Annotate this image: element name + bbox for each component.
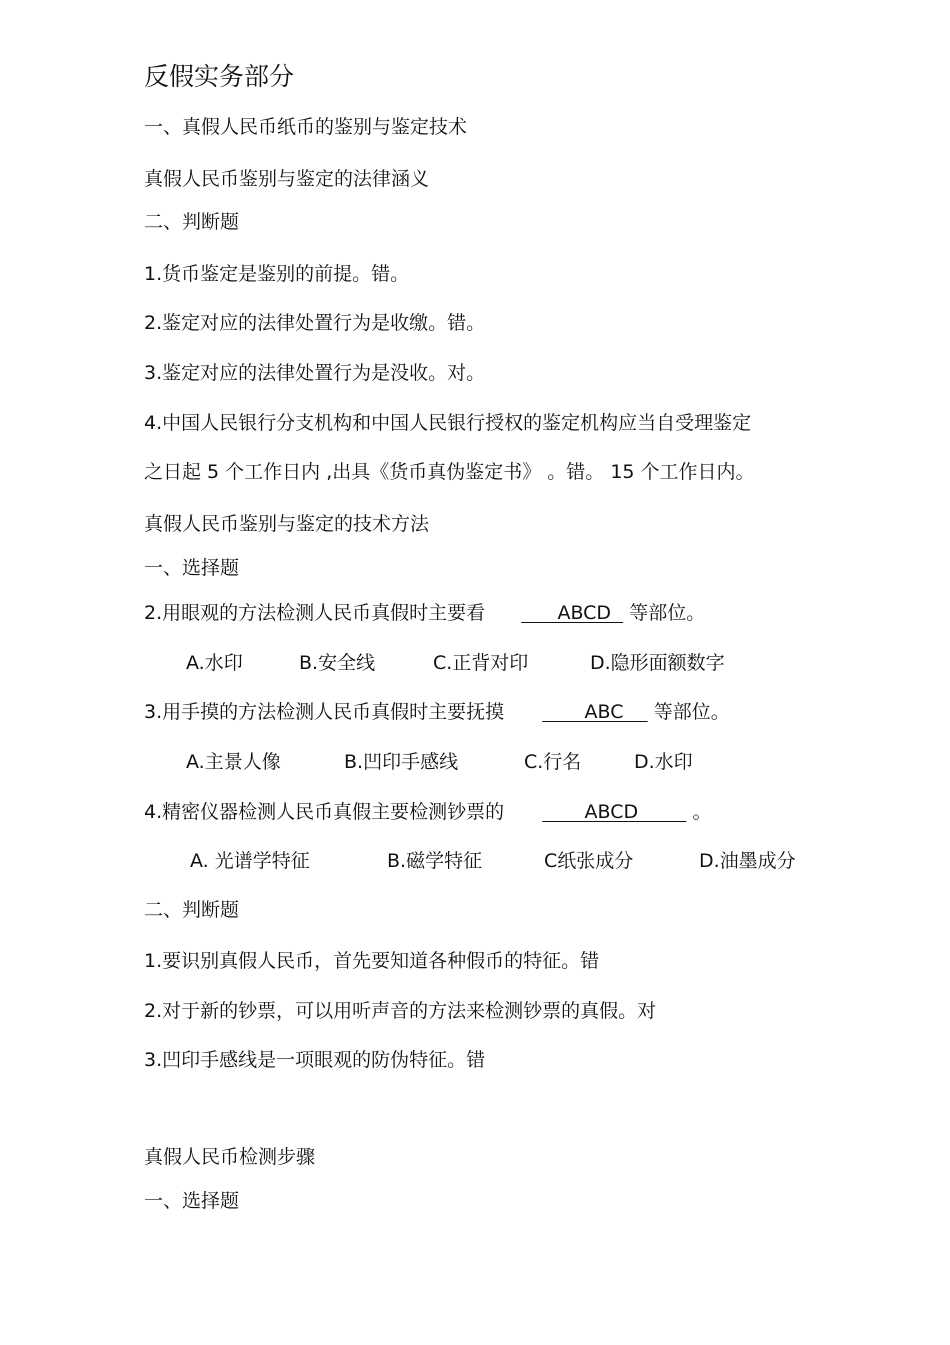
option-a: A.主景人像 [186,751,281,773]
tf-item: 4.中国人民银行分支机构和中国人民银行授权的鉴定机构应当自受理鉴定 [144,412,752,434]
mc-heading: 一、选择题 [144,557,240,579]
answer-blank: ABC [542,701,648,723]
tf-item: 3.凹印手感线是一项眼观的防伪特征。错 [144,1049,486,1071]
option-b: B.凹印手感线 [344,751,459,773]
question-3 [144,700,730,724]
tf-heading: 二、判断题 [144,211,240,233]
question-stem: 3.用手摸的方法检测人民币真假时主要抚摸 [144,701,505,723]
tf-item: 2.对于新的钞票，可以用听声音的方法来检测钞票的真假。对 [144,1000,657,1022]
tf-item: 3.鉴定对应的法律处置行为是没收。对。 [144,362,486,384]
option-d: D.油墨成分 [699,850,796,872]
tf-heading: 二、判断题 [144,899,240,921]
tf-item: 1.货币鉴定是鉴别的前提。错。 [144,263,410,285]
question-suffix: 等部位。 [653,701,730,723]
option-b: B.安全线 [299,652,376,674]
question-stem: 4.精密仪器检测人民币真假主要检测钞票的 [144,801,505,823]
section-heading: 一、真假人民币纸币的鉴别与鉴定技术 [144,116,468,138]
subsection-heading-methods: 真假人民币鉴别与鉴定的技术方法 [144,513,430,535]
question-stem: 2.用眼观的方法检测人民币真假时主要看 [144,602,486,624]
question-suffix: 等部位。 [629,602,706,624]
question-4-options [190,849,890,873]
answer-blank: ABCD [542,801,687,823]
option-c: C纸张成分 [544,850,634,872]
question-3-options [186,750,886,774]
option-d: D.水印 [634,751,693,773]
subsection-heading-legal: 真假人民币鉴别与鉴定的法律涵义 [144,168,430,190]
option-a: A.水印 [186,652,243,674]
tf-item: 1.要识别真假人民币，首先要知道各种假币的特征。错 [144,950,600,972]
option-b: B.磁学特征 [387,850,483,872]
question-2 [144,601,705,625]
answer-blank: ABCD [521,602,624,624]
question-suffix: 。 [692,801,712,823]
option-a: A. 光谱学特征 [190,850,310,872]
document-title: 反假实务部分 [144,62,295,91]
subsection-heading-steps: 真假人民币检测步骤 [144,1146,316,1168]
tf-item: 2.鉴定对应的法律处置行为是收缴。错。 [144,312,486,334]
question-2-options [186,651,886,675]
tf-item-continuation: 之日起 5 个工作日内 ,出具《货币真伪鉴定书》 。错。 15 个工作日内。 [144,461,755,483]
option-c: C.正背对印 [433,652,529,674]
option-d: D.隐形面额数字 [590,652,725,674]
option-c: C.行名 [524,751,582,773]
question-4 [144,800,712,824]
mc-heading: 一、选择题 [144,1190,240,1212]
